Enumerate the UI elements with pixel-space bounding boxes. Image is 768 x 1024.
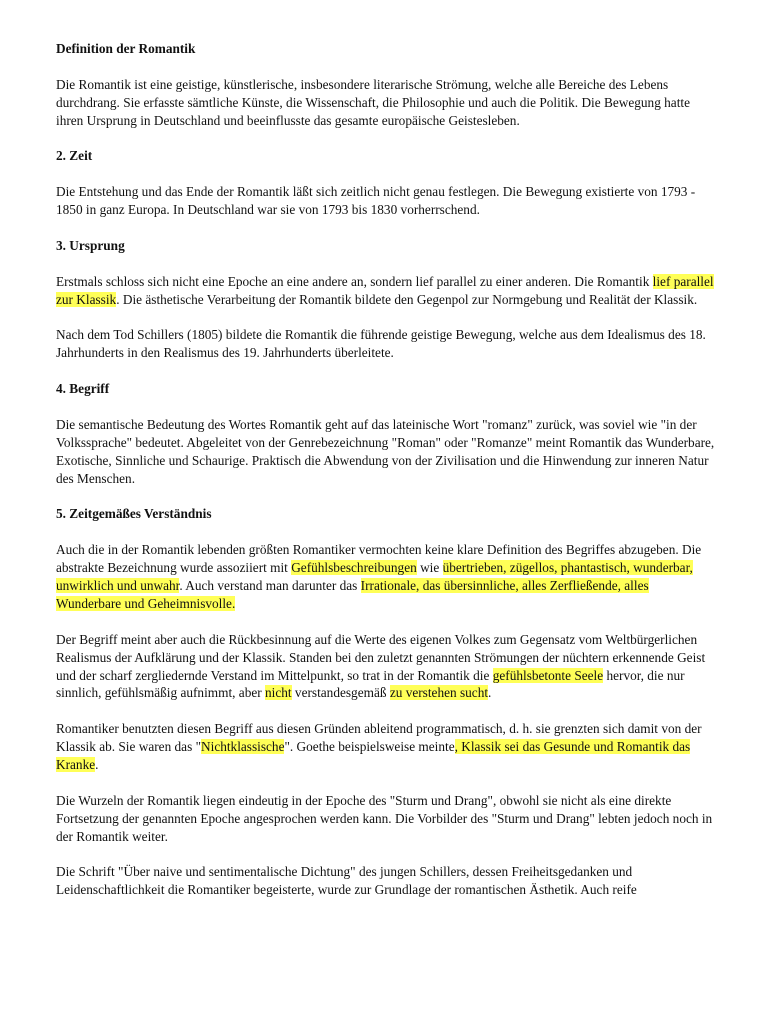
highlighted-text: Irrationale, das übersinnliche, alles Zerfließende, alles Wunderbare und Geheimnisvolle. — [56, 578, 649, 611]
verstaendnis-paragraph-5: Die Schrift "Über naive und sentimentalische Dichtung" des jungen Schillers, dessen Freiheitsgedanken und Leidenschaftlichkeit die Romantiker begeisterte, wurde zur Grundlage der romantischen Ästhetik. Auch reife — [56, 864, 637, 898]
highlighted-text: zu verstehen sucht — [389, 685, 489, 701]
verstaendnis-paragraph-4: Die Wurzeln der Romantik liegen eindeutig in der Epoche des "Sturm und Drang", obwohl sie nicht als eine direkte Fortsetzung der genannten Epoche angesprochen werden kann. Die Vorbilder des "Sturm und Drang" lebten jedoch noch in der Romantik weiter. — [56, 792, 713, 844]
text-run: . Die ästhetische Verarbeitung der Romantik bildete den Gegenpol zur Normgebung und Realität der Klassik. — [116, 291, 698, 307]
text-run: Romantiker benutzten diesen Begriff aus diesen Gründen ableitend programmatisch, d. h. sie grenzten sich damit von der Klassik ab. Sie waren das " — [56, 721, 702, 755]
ursprung-paragraph-2: Nach dem Tod Schillers (1805) bildete die Romantik die führende geistige Bewegung, welche aus dem Idealismus des 18. Jahrhunderts in den Realismus des 19. Jahrhunderts überleitete. — [56, 327, 706, 361]
zeit-paragraph: Die Entstehung und das Ende der Romantik läßt sich zeitlich nicht genau festlegen. Die Bewegung existierte von 1793 - 1850 in ganz Europa. In Deutschland war sie von 1793 bis 1830 vorherrschend. — [56, 184, 696, 218]
verstaendnis-paragraph-1 — [56, 541, 716, 613]
highlighted-text: übertrieben, zügellos, phantastisch, wunderbar, unwirklich und unwahr — [56, 560, 693, 594]
text-run: verstandesgemäß — [291, 685, 390, 701]
text-run: . Auch verstand man darunter das — [179, 578, 361, 594]
ursprung-paragraph-1 — [56, 273, 716, 309]
text-run: Der Begriff meint aber auch die Rückbesinnung auf die Werte des eigenen Volkes zum Gegensatz vom Weltbürgerlichen Realismus der Aufklärung und der Klassik. Standen bei den zuletzt genannten Strömungen der nüchtern erkennende Geist und der scharf zergliedernde Verstand im Mittelpunkt, so trat in der Romantik die — [56, 631, 706, 683]
highlighted-text: gefühlsbetonte Seele — [492, 667, 604, 683]
text-run: . — [488, 685, 492, 701]
highlighted-text: Gefühlsbeschreibungen — [291, 560, 417, 576]
text-run: Erstmals schloss sich nicht eine Epoche an eine andere an, sondern lief parallel zu einer anderen. Die Romantik — [56, 273, 653, 289]
text-run: wie — [416, 560, 443, 576]
intro-paragraph: Die Romantik ist eine geistige, künstlerische, insbesondere literarische Strömung, welche alle Bereiche des Lebens durchdrang. Sie erfasste sämtliche Künste, die Wissenschaft, die Philosophie und auch die Politik. Die Bewegung hatte ihren Ursprung in Deutschland und beeinflusste das gesamte europäische Geistesleben. — [56, 76, 691, 128]
highlighted-text: , Klassik sei das Gesunde und Romantik das Kranke — [56, 739, 691, 773]
highlighted-text: Nichtklassische — [201, 739, 285, 755]
section-heading-ursprung: 3. Ursprung — [56, 237, 125, 253]
begriff-paragraph: Die semantische Bedeutung des Wortes Romantik geht auf das lateinische Wort "romanz" zurück, was soviel wie "in der Volkssprache" bedeutet. Abgeleitet von der Genrebezeichnung "Roman" oder "Romanze" meint Romantik das Wunderbare, Exotische, Sinnliche und Schaurige. Praktisch die Abwendung von der Zivilisation und die Hinwendung zur inneren Natur des Menschen. — [56, 416, 715, 486]
section-heading-zeit: 2. Zeit — [56, 148, 93, 164]
document-body — [56, 40, 716, 899]
text-run: Auch die in der Romantik lebenden größten Romantiker vermochten keine klare Definition des Begriffes abzugeben. Die abstrakte Bezeichnung wurde assoziiert mit — [56, 542, 702, 576]
text-run: hervor, die nur sinnlich, gefühlsmäßig aufnimmt, aber — [56, 667, 685, 701]
text-run: ". Goethe beispielsweise meinte — [284, 739, 455, 755]
section-heading-verstaendnis: 5. Zeitgemäßes Verständnis — [56, 506, 212, 522]
section-heading-begriff: 4. Begriff — [56, 381, 110, 397]
verstaendnis-paragraph-2 — [56, 631, 716, 703]
verstaendnis-paragraph-3 — [56, 720, 716, 774]
highlighted-text: lief parallel zur Klassik — [56, 273, 714, 307]
text-run: . — [95, 757, 99, 773]
highlighted-text: nicht — [265, 685, 292, 701]
document-title: Definition der Romantik — [56, 41, 196, 56]
